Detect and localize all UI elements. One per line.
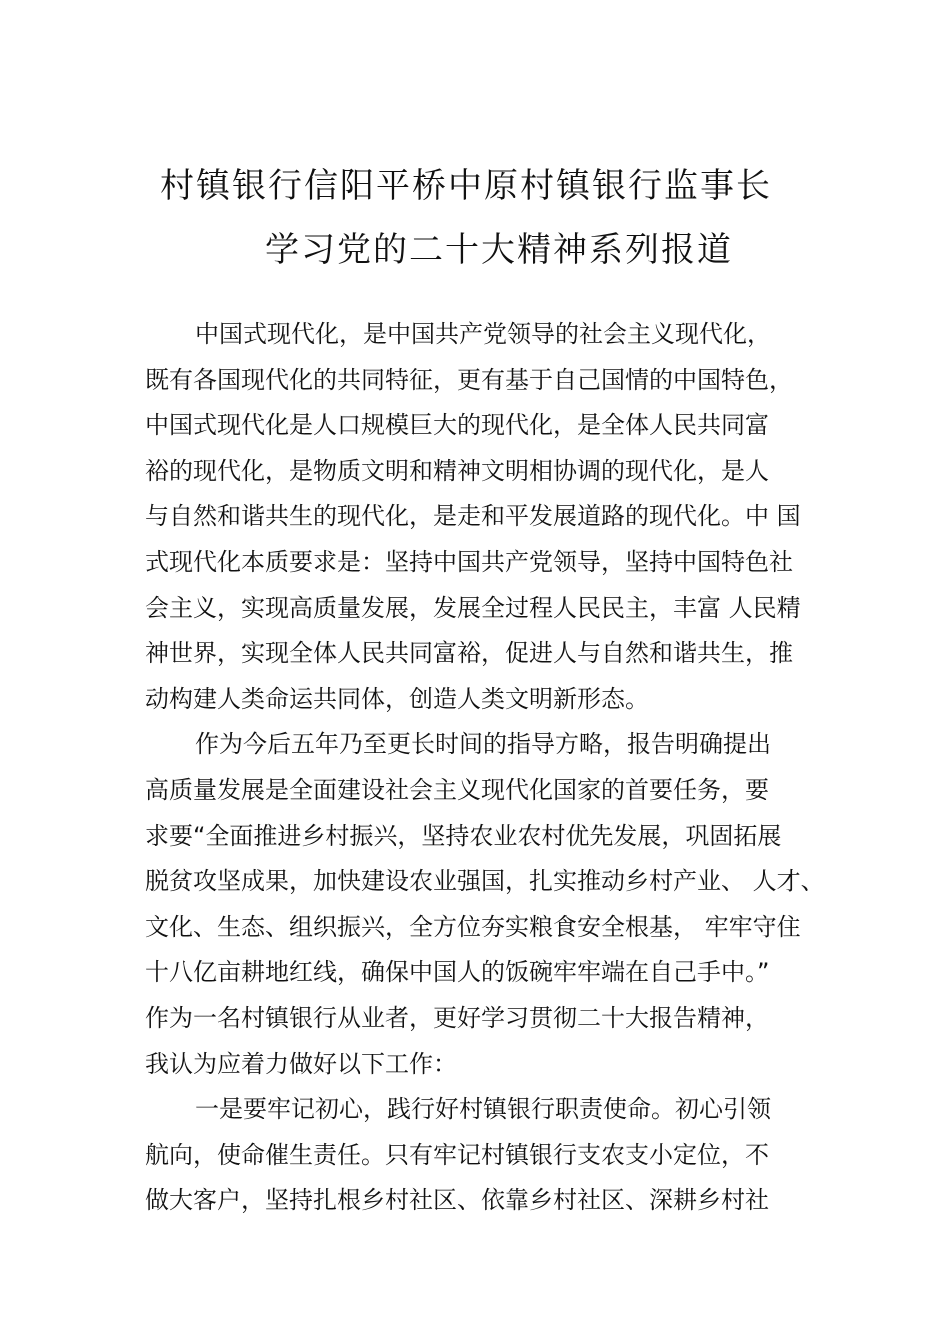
body-line: 航向，使命催生责任。只有牢记村镇银行支农支小定位，不: [145, 1140, 769, 1169]
body-line: 十八亿亩耕地红线，确保中国人的饭碗牢牢端在自己手中。”: [145, 958, 770, 987]
body-line: 中国式现代化，是中国共产党领导的社会主义现代化，: [195, 320, 771, 348]
body-line: 动构建人类命运共同体，创造人类文明新形态。: [145, 684, 649, 713]
document-title-line-1: 村镇银行信阳平桥中原村镇银行监事长: [160, 166, 772, 206]
document-title-line-2: 学习党的二十大精神系列报道: [265, 230, 733, 270]
body-line: 式现代化本质要求是：坚持中国共产党领导，坚持中国特色社: [145, 547, 793, 576]
body-line: 会主义，实现高质量发展，发展全过程人民民主，丰富 人民精: [145, 593, 801, 622]
body-line: 做大客户，坚持扎根乡村社区、依靠乡村社区、深耕乡村社: [145, 1186, 769, 1215]
body-line: 与自然和谐共生的现代化，是走和平发展道路的现代化。中 国: [145, 502, 801, 531]
body-line: 裕的现代化，是物质文明和精神文明相协调的现代化，是人: [145, 456, 769, 485]
body-line: 我认为应着力做好以下工作：: [145, 1049, 457, 1078]
body-line: 既有各国现代化的共同特征，更有基于自己国情的中国特色，: [145, 365, 793, 394]
body-line: 中国式现代化是人口规模巨大的现代化，是全体人民共同富: [145, 411, 769, 440]
body-line: 作为一名村镇银行从业者，更好学习贯彻二十大报告精神，: [145, 1003, 769, 1032]
body-line: 高质量发展是全面建设社会主义现代化国家的首要任务，要: [145, 775, 769, 804]
body-line: 一是要牢记初心，践行好村镇银行职责使命。初心引领: [195, 1095, 771, 1124]
body-line: 神世界，实现全体人民共同富裕，促进人与自然和谐共生，推: [145, 639, 793, 668]
body-line: 作为今后五年乃至更长时间的指导方略，报告明确提出: [195, 730, 771, 759]
body-line: 文化、生态、组织振兴，全方位夯实粮食安全根基， 牢牢守住: [145, 912, 801, 941]
body-line: 脱贫攻坚成果，加快建设农业强国，扎实推动乡村产业、 人才、: [145, 867, 825, 896]
document-body: [145, 312, 835, 1224]
body-line: 求要“全面推进乡村振兴，坚持农业农村优先发展，巩固拓展: [145, 821, 782, 850]
